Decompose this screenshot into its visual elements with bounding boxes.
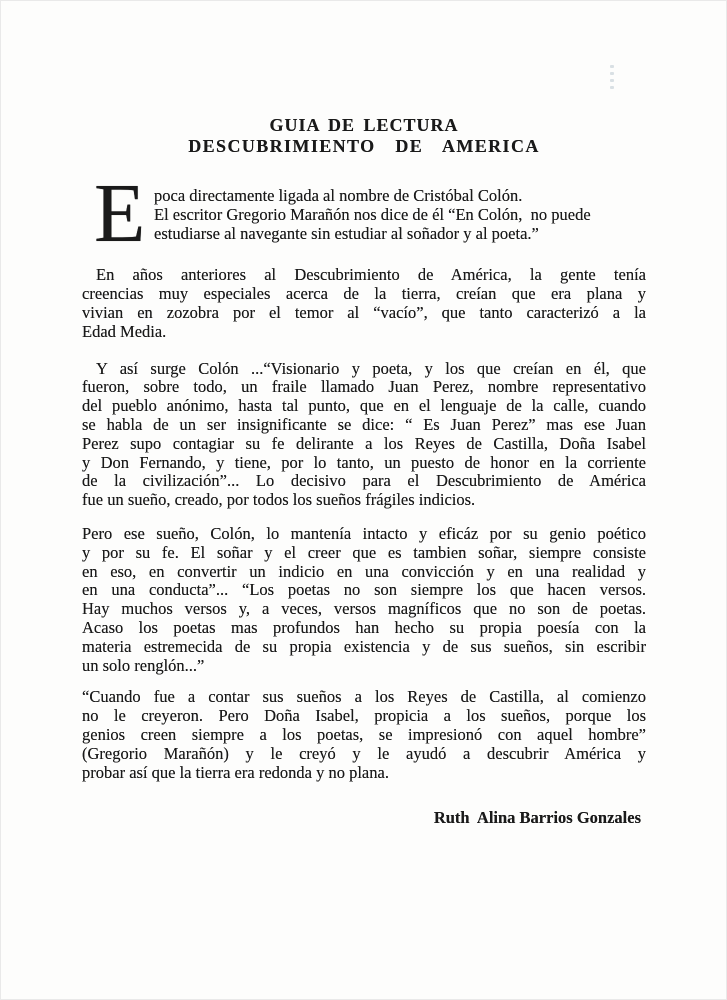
text-line: poca directamente ligada al nombre de Cristóbal Colón. [154, 186, 523, 205]
text-line: estudiarse al navegante sin estudiar al soñador y al poeta.” [154, 223, 539, 243]
text-line: “Cuando fue a contar sus sueños a los Reyes de Castilla, al comienzo [82, 687, 646, 707]
text-line: no le creyeron. Pero Doña Isabel, propicia a los sueños, porque los [82, 706, 646, 726]
text-line: vivian en zozobra por el temor al “vacío”, que tanto caracterizó a la [82, 302, 646, 322]
text-line: fue un sueño, creado, por todos los sueños frágiles indicios. [82, 490, 476, 510]
text-line: fueron, sobre todo, un fraile llamado Juan Perez, nombre representativo [82, 377, 646, 397]
text-line: (Gregorio Marañón) y le creyó y le ayudó a descubrir América y [82, 743, 646, 763]
paragraph-epoca [82, 167, 646, 260]
text-line: Hay muchos versos y, a veces, versos magníficos que no son de poetas. [82, 599, 646, 619]
text-line: En años anteriores al Descubrimiento de América, la gente tenía [96, 265, 646, 285]
title-line-1: GUIA DE LECTURA [269, 115, 459, 135]
paragraph-surge-colon [82, 360, 646, 510]
text-line: probar así que la tierra era redonda y no plana. [82, 762, 389, 782]
paragraph-cuando-fue [82, 688, 646, 782]
text-line: de la civilización”... Lo decisivo para el Descubrimiento de América [82, 471, 646, 491]
text-line: genios creen siempre a los poetas, se impresionó con aquel hombre” [82, 724, 646, 744]
title-line-2: DESCUBRIMIENTO DE AMERICA [188, 136, 540, 156]
text-line: El escritor Gregorio Marañón nos dice de él “En Colón, no puede [154, 204, 591, 224]
text-line: Pero ese sueño, Colón, lo mantenía intacto y eficáz por su genio poético [82, 523, 646, 543]
text-line: se habla de un ser insignificante se dice: “ Es Juan Perez” mas ese Juan [82, 414, 646, 434]
text-line: un solo renglón...” [82, 655, 205, 675]
drop-cap-letter: E [94, 167, 146, 260]
text-line: y Don Fernando, y tiene, por lo tanto, un puesto de honor en la corriente [82, 452, 646, 472]
text-line: materia estremecida de su propia existencia y de sus sueños, sin escribir [82, 636, 646, 656]
text-line: y por su fe. El soñar y el creer que es tambien soñar, siempre consiste [82, 542, 646, 562]
document-title [82, 115, 646, 157]
text-line: Acaso los poetas mas profundos han hecho su propia poesía con la [82, 617, 646, 637]
text-line: Perez supo contagiar su fe delirante a los Reyes de Castilla, Doña Isabel [82, 433, 646, 453]
paragraph-pero-ese-sueno [82, 525, 646, 675]
text-line: en una conducta”... “Los poetas no son siempre los que hacen versos. [82, 580, 646, 600]
text-line: Edad Media. [82, 321, 167, 341]
paragraph-en-anos [82, 266, 646, 341]
text-line: creencias muy especiales acerca de la tierra, creían que era plana y [82, 284, 646, 304]
author-signature: Ruth Alina Barrios Gonzales [433, 808, 641, 828]
text-line: del pueblo anónimo, hasta tal punto, que en el lenguaje de la calle, cuando [82, 396, 646, 416]
text-line: en eso, en convertir un indicio en una convicción y en una realidad y [82, 561, 646, 581]
text-column [82, 1, 646, 827]
text-line: Y así surge Colón ...“Visionario y poeta, y los que creían en él, que [96, 358, 646, 378]
